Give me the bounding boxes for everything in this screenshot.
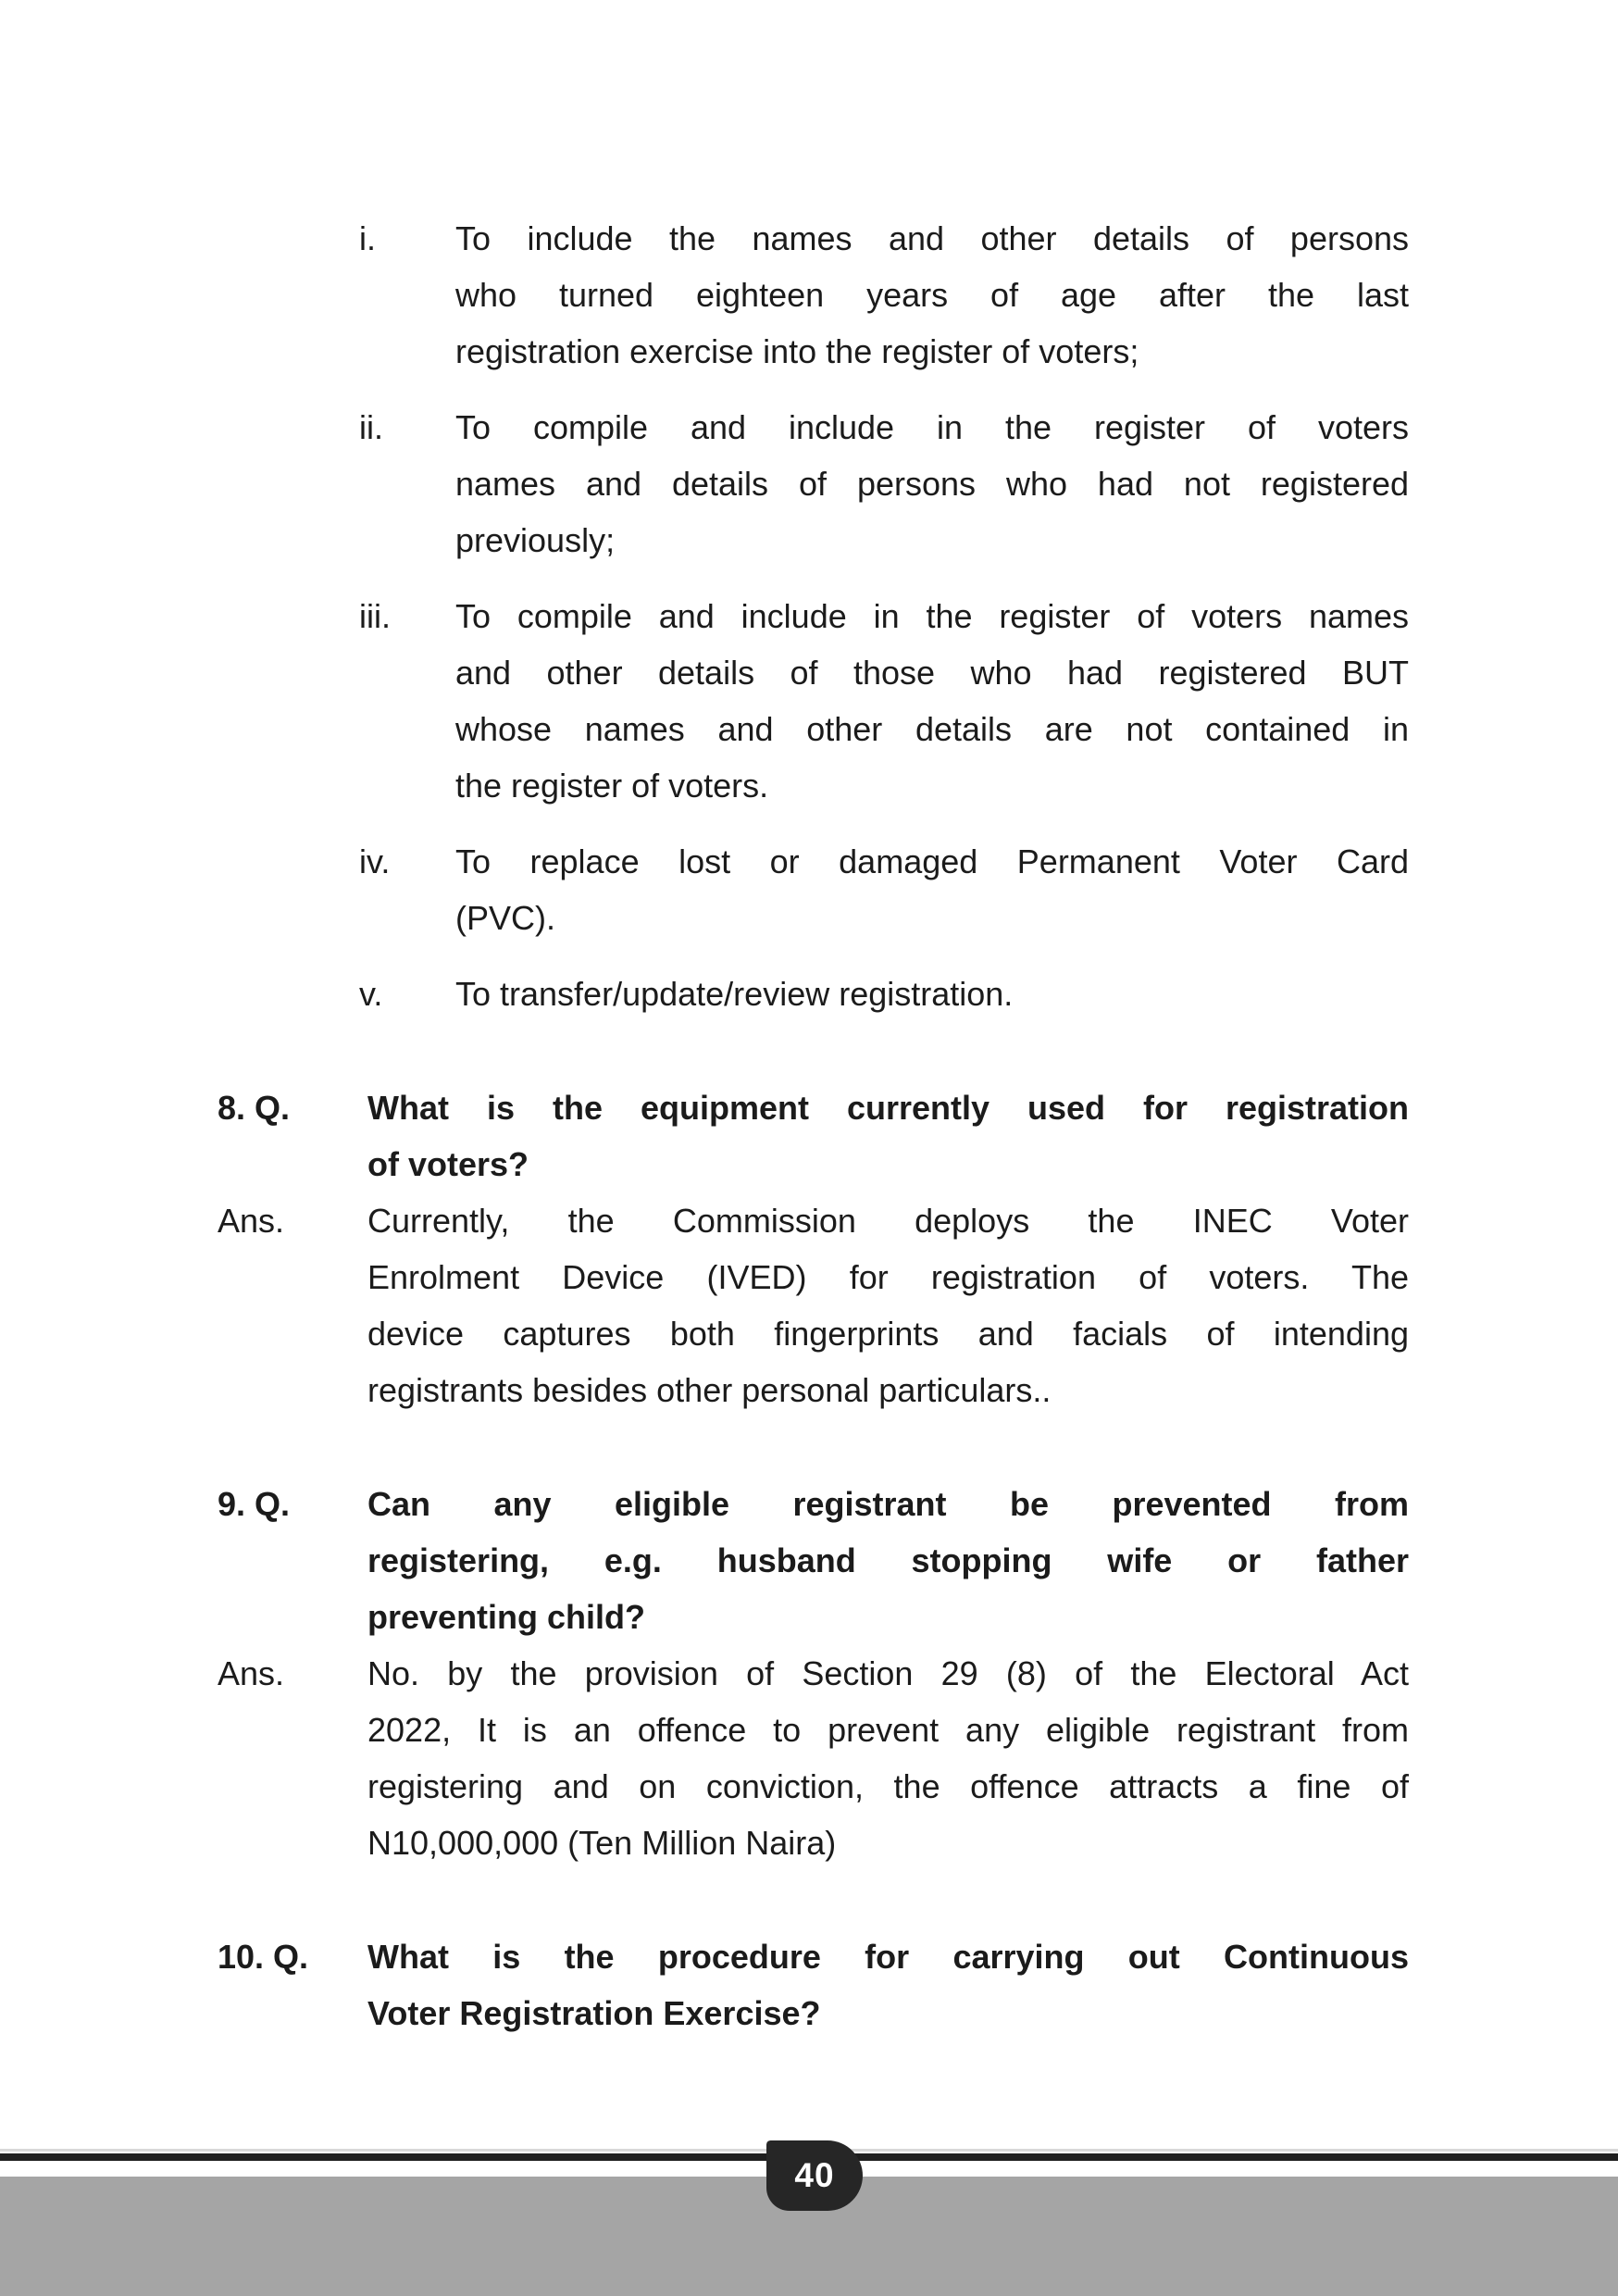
text-line: registering, e.g. husband stopping wife or father <box>367 1541 1409 1579</box>
answer-text <box>367 1192 1409 1418</box>
list-item-marker: ii. <box>359 408 383 446</box>
text-line: What is the equipment currently used for registration <box>367 1089 1409 1127</box>
list-item <box>359 399 1409 568</box>
text-line: Voter Registration Exercise? <box>367 1994 821 2032</box>
text-line: names and details of persons who had not registered <box>455 465 1409 503</box>
page-content <box>0 210 1618 2041</box>
list-item-marker: v. <box>359 975 383 1013</box>
numbered-list <box>0 210 1618 1022</box>
text-line: previously; <box>455 521 616 559</box>
text-line: What is the procedure for carrying out Continuous <box>367 1938 1409 1976</box>
text-line: Can any eligible registrant be prevented from <box>367 1485 1409 1523</box>
text-line: of voters? <box>367 1145 529 1183</box>
list-item <box>359 833 1409 946</box>
question-row <box>218 1928 1409 2041</box>
list-item-marker: i. <box>359 219 376 257</box>
text-line: who turned eighteen years of age after the last <box>455 276 1409 314</box>
text-line: To compile and include in the register of voters <box>455 408 1409 446</box>
text-line: the register of voters. <box>455 767 769 805</box>
text-line: and other details of those who had registered BUT <box>455 654 1409 692</box>
text-line: 2022, It is an offence to prevent any eligible registrant from <box>367 1711 1409 1749</box>
question-text <box>367 1928 1409 2041</box>
qa-section <box>0 1476 1618 1871</box>
list-item-text <box>455 399 1409 568</box>
text-line: whose names and other details are not contained in <box>455 710 1409 748</box>
text-line: To include the names and other details of persons <box>455 219 1409 257</box>
text-line: To replace lost or damaged Permanent Voter Card <box>455 842 1409 880</box>
page-number-badge <box>766 2140 863 2211</box>
text-line: Enrolment Device (IVED) for registration of voters. The <box>367 1258 1409 1296</box>
text-line: N10,000,000 (Ten Million Naira) <box>367 1824 837 1862</box>
list-item-marker: iii. <box>359 597 391 635</box>
question-text <box>367 1079 1409 1192</box>
list-item-marker: iv. <box>359 842 391 880</box>
qa-section <box>0 1079 1618 1418</box>
text-line: To compile and include in the register of voters names <box>455 597 1409 635</box>
text-line: To transfer/update/review registration. <box>455 975 1014 1013</box>
list-item <box>359 588 1409 814</box>
page-number: 40 <box>794 2156 835 2194</box>
list-item <box>359 966 1409 1022</box>
list-item-text <box>455 588 1409 814</box>
answer-row <box>218 1192 1409 1418</box>
text-line: device captures both fingerprints and facials of intending <box>367 1315 1409 1353</box>
list-item-text <box>455 833 1409 946</box>
qa-section <box>0 1928 1618 2041</box>
answer-row <box>218 1645 1409 1871</box>
text-line: registrants besides other personal particulars.. <box>367 1371 1052 1409</box>
text-line: No. by the provision of Section 29 (8) of the Electoral Act <box>367 1654 1409 1692</box>
list-item-text <box>455 210 1409 380</box>
text-line: Currently, the Commission deploys the INEC Voter <box>367 1202 1409 1240</box>
qa-sections <box>0 1079 1618 2041</box>
list-item <box>359 210 1409 380</box>
text-line: (PVC). <box>455 899 555 937</box>
question-row <box>218 1476 1409 1645</box>
text-line: registering and on conviction, the offence attracts a fine of <box>367 1767 1409 1805</box>
answer-label: Ans. <box>218 1654 285 1692</box>
text-line: preventing child? <box>367 1598 646 1636</box>
answer-label: Ans. <box>218 1202 285 1240</box>
text-line: registration exercise into the register of voters; <box>455 332 1139 370</box>
question-label: 9. Q. <box>218 1485 291 1523</box>
question-label: 8. Q. <box>218 1089 291 1127</box>
question-text <box>367 1476 1409 1645</box>
question-label: 10. Q. <box>218 1938 309 1976</box>
list-item-text <box>455 966 1409 1022</box>
question-row <box>218 1079 1409 1192</box>
answer-text <box>367 1645 1409 1871</box>
